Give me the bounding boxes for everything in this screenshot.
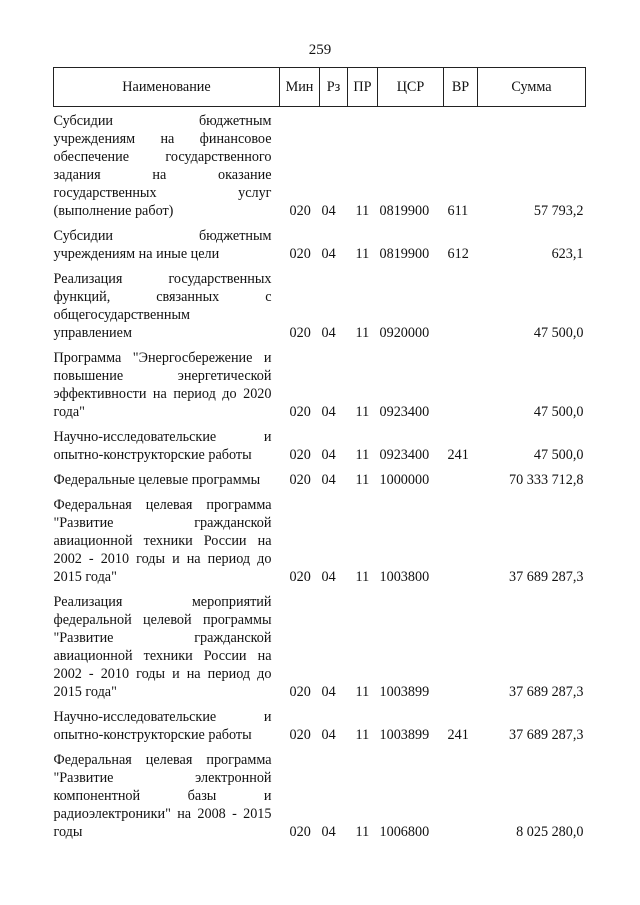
cell-csr: 1006800 [379, 824, 430, 840]
table-row [54, 464, 586, 489]
table-row [54, 107, 586, 221]
cell-vr [444, 489, 478, 586]
cell-name: Реализация мероприятий федеральной целевой программы "Развитие гражданской авиационной техники России на 2002 - 2010 годы и на период до 2015 года" [53, 594, 272, 700]
cell-rz: 04 [321, 246, 336, 262]
cell-rz: 04 [321, 472, 336, 488]
cell-sum: 623,1 [551, 246, 584, 262]
cell-sum: 37 689 287,3 [509, 684, 584, 700]
cell-rz: 04 [321, 569, 336, 585]
cell-sum: 37 689 287,3 [509, 569, 584, 585]
column-header-csr: ЦСР [378, 68, 444, 107]
cell-name: Программа "Энергосбережение и повышение энергетической эффективности на период до 2020 года" [53, 350, 272, 420]
cell-rz: 04 [321, 447, 336, 463]
cell-rz: 04 [321, 824, 336, 840]
cell-csr: 1003800 [379, 569, 430, 585]
table-row [54, 421, 586, 464]
cell-min: 020 [289, 569, 311, 585]
cell-rz: 04 [321, 203, 336, 219]
cell-sum: 57 793,2 [533, 203, 584, 219]
cell-csr: 0923400 [379, 404, 430, 420]
cell-pr: 11 [355, 325, 370, 341]
table-row [54, 220, 586, 263]
cell-pr: 11 [355, 684, 370, 700]
column-header-pr: ПР [348, 68, 378, 107]
cell-name: Федеральная целевая программа "Развитие гражданской авиационной техники России на 2002 - 2010 годы и на период до 2015 года" [53, 497, 272, 585]
cell-min: 020 [289, 472, 311, 488]
column-header-vr: ВР [444, 68, 478, 107]
cell-vr: 611 [447, 203, 469, 219]
cell-rz: 04 [321, 325, 336, 341]
cell-pr: 11 [355, 203, 370, 219]
cell-min: 020 [289, 203, 311, 219]
cell-vr [444, 586, 478, 701]
cell-vr: 241 [447, 727, 469, 743]
cell-sum: 47 500,0 [533, 325, 584, 341]
cell-min: 020 [289, 325, 311, 341]
cell-min: 020 [289, 727, 311, 743]
cell-sum: 70 333 712,8 [509, 472, 584, 488]
cell-csr: 1000000 [379, 472, 430, 488]
column-header-name: Наименование [54, 68, 280, 107]
cell-pr: 11 [355, 472, 370, 488]
cell-pr: 11 [355, 246, 370, 262]
cell-rz: 04 [321, 727, 336, 743]
cell-csr: 0923400 [379, 447, 430, 463]
cell-rz: 04 [321, 404, 336, 420]
cell-name: Научно-исследовательские и опытно-конструкторские работы [53, 429, 272, 463]
cell-pr: 11 [355, 824, 370, 840]
cell-pr: 11 [355, 447, 370, 463]
cell-sum: 37 689 287,3 [509, 727, 584, 743]
cell-name: Реализация государственных функций, связанных с общегосударственным управлением [53, 271, 272, 341]
budget-table [53, 67, 586, 841]
cell-name: Субсидии бюджетным учреждениям на финансовое обеспечение государственного задания на оказание государственных услуг (выполнение работ) [53, 113, 272, 219]
cell-name: Научно-исследовательские и опытно-конструкторские работы [53, 709, 272, 743]
column-header-rz: Рз [320, 68, 348, 107]
cell-min: 020 [289, 246, 311, 262]
table-body [54, 107, 586, 842]
cell-sum: 8 025 280,0 [516, 824, 584, 840]
table-row [54, 342, 586, 421]
cell-pr: 11 [355, 727, 370, 743]
table-row [54, 489, 586, 586]
column-header-sum: Сумма [478, 68, 586, 107]
table-row [54, 744, 586, 841]
cell-name: Федеральная целевая программа "Развитие электронной компонентной базы и радиоэлектроники" на 2008 - 2015 годы [53, 752, 272, 840]
cell-name: Субсидии бюджетным учреждениям на иные цели [53, 228, 272, 262]
cell-vr [444, 263, 478, 342]
cell-min: 020 [289, 447, 311, 463]
cell-rz: 04 [321, 684, 336, 700]
cell-csr: 1003899 [379, 727, 430, 743]
cell-min: 020 [289, 824, 311, 840]
table-row [54, 701, 586, 744]
cell-sum: 47 500,0 [533, 447, 584, 463]
cell-vr: 612 [447, 246, 469, 262]
cell-min: 020 [289, 404, 311, 420]
cell-vr [444, 342, 478, 421]
cell-vr [444, 744, 478, 841]
cell-csr: 0819900 [379, 246, 430, 262]
cell-pr: 11 [355, 404, 370, 420]
cell-vr [444, 464, 478, 489]
cell-name: Федеральные целевые программы [53, 472, 261, 488]
cell-sum: 47 500,0 [533, 404, 584, 420]
cell-csr: 0920000 [379, 325, 430, 341]
cell-min: 020 [289, 684, 311, 700]
cell-csr: 0819900 [379, 203, 430, 219]
cell-csr: 1003899 [379, 684, 430, 700]
table-row [54, 586, 586, 701]
page-number: 259 [308, 42, 332, 58]
table-header [54, 68, 586, 107]
cell-pr: 11 [355, 569, 370, 585]
table-row [54, 263, 586, 342]
column-header-min: Мин [280, 68, 320, 107]
cell-vr: 241 [447, 447, 469, 463]
